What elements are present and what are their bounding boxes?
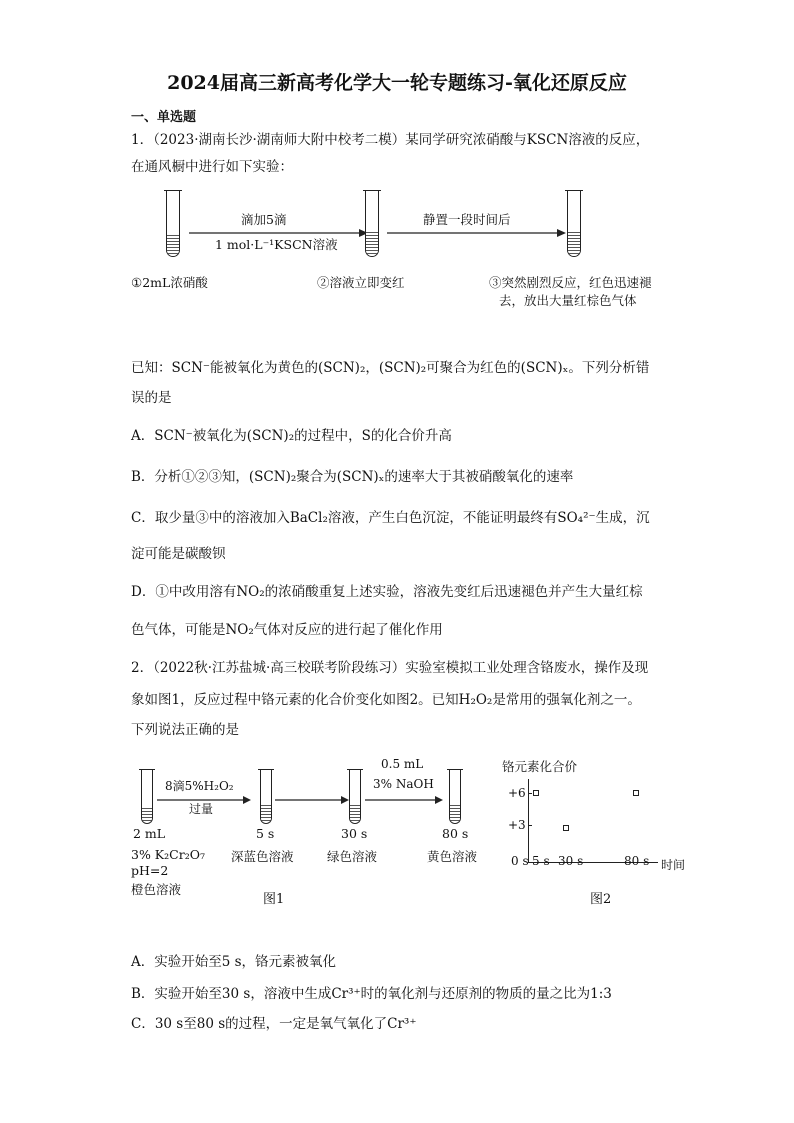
test-tube-a bbox=[141, 769, 153, 824]
chart-ytick-6: +6 bbox=[508, 786, 526, 800]
q2-figure-1-label: 图1 bbox=[263, 892, 285, 907]
chart-point-1 bbox=[563, 825, 569, 831]
chart-points-layer bbox=[500, 755, 690, 905]
q2-stem-line3: 下列说法正确的是 bbox=[131, 722, 239, 738]
q2-figure-2-chart bbox=[500, 755, 690, 905]
chart-xtick-30: 30 s bbox=[558, 854, 584, 868]
q1-option-b: B．分析①②③知，(SCN)₂聚合为(SCN)ₓ的速率大于其被硝酸氧化的速率 bbox=[131, 469, 574, 485]
q1-option-d-line1: D．①中改用溶有NO₂的浓硝酸重复上述实验，溶液先变红后迅速褪色并产生大量红棕 bbox=[131, 584, 643, 600]
test-tube-3 bbox=[567, 190, 581, 257]
q2-option-c: C．30 s至80 s的过程，一定是氧气氧化了Cr³⁺ bbox=[131, 1016, 417, 1032]
q2-stem-line2: 象如图1，反应过程中铬元素的化合价变化如图2。已知H₂O₂是常用的强氧化剂之一。 bbox=[131, 692, 641, 708]
q2-figure-1 bbox=[131, 755, 491, 905]
q1-arrow1-top: 滴加5滴 bbox=[241, 212, 287, 227]
test-tube-1 bbox=[166, 190, 180, 257]
q2-caption-3: 绿色溶液 bbox=[327, 849, 378, 864]
q2-figure-2-label: 图2 bbox=[590, 892, 612, 907]
test-tube-d bbox=[449, 769, 461, 824]
q1-option-d-line2: 色气体，可能是NO₂气体对反应的进行起了催化作用 bbox=[131, 622, 443, 638]
test-tube-2 bbox=[365, 190, 379, 257]
arrow-2-icon bbox=[387, 227, 567, 239]
q2-tube-label-4: 80 s bbox=[442, 826, 469, 841]
q1-option-c-line2: 淀可能是碳酸钡 bbox=[131, 546, 226, 562]
q2-arrow-2-icon bbox=[275, 795, 350, 805]
q1-caption-1: ①2mL浓硝酸 bbox=[131, 275, 208, 290]
q2-caption-4: 黄色溶液 bbox=[427, 849, 478, 864]
q1-known-line1: 已知：SCN⁻能被氧化为黄色的(SCN)₂，(SCN)₂可聚合为红色的(SCN)ₓ。下列分析错 bbox=[131, 360, 650, 376]
q2-option-b: B．实验开始至30 s，溶液中生成Cr³⁺时的氧化剂与还原剂的物质的量之比为1:3 bbox=[131, 986, 612, 1002]
q2-option-a: A．实验开始至5 s，铬元素被氧化 bbox=[131, 954, 337, 970]
section-heading: 一、单选题 bbox=[131, 110, 197, 125]
q1-caption-3-line2: 去，放出大量红棕色气体 bbox=[499, 293, 637, 308]
q2-tube-label-3: 30 s bbox=[341, 826, 368, 841]
q2-stem-line1: 2．（2022秋·江苏盐城·高三校联考阶段练习）实验室模拟工业处理含铬废水，操作及现 bbox=[131, 660, 649, 676]
q2-caption-1-line1: 3% K₂Cr₂O₇ bbox=[131, 847, 205, 862]
chart-xtick-0: 0 s bbox=[511, 854, 529, 868]
q1-option-c-line1: C．取少量③中的溶液加入BaCl₂溶液，产生白色沉淀，不能证明最终有SO₄²⁻生成，沉 bbox=[131, 510, 650, 526]
q2-arrow1-bottom: 过量 bbox=[189, 802, 214, 816]
q1-arrow1-bottom: 1 mol·L⁻¹KSCN溶液 bbox=[215, 237, 338, 252]
q1-caption-2: ②溶液立即变红 bbox=[317, 275, 405, 290]
chart-xtick-5: 5 s bbox=[532, 854, 550, 868]
q1-stem-line1: 1．（2023·湖南长沙·湖南师大附中校考二模）某同学研究浓硝酸与KSCN溶液的反应， bbox=[131, 132, 650, 148]
q2-caption-1-line3: 橙色溶液 bbox=[131, 882, 182, 897]
chart-point-2 bbox=[633, 790, 639, 796]
chart-xlabel: 时间 bbox=[661, 858, 686, 872]
chart-ylabel: 铬元素化合价 bbox=[502, 759, 578, 774]
q2-arrow3-top2: 3% NaOH bbox=[373, 777, 434, 791]
q1-caption-3-line1: ③突然剧烈反应，红色迅速褪 bbox=[489, 275, 652, 290]
q1-stem-line2: 在通风橱中进行如下实验： bbox=[131, 159, 293, 175]
q2-tube-label-2: 5 s bbox=[256, 826, 275, 841]
test-tube-b bbox=[260, 769, 272, 824]
q2-arrow1-top: 8滴5%H₂O₂ bbox=[165, 779, 234, 793]
q2-tube-label-1: 2 mL bbox=[133, 826, 166, 841]
q1-option-a: A．SCN⁻被氧化为(SCN)₂的过程中，S的化合价升高 bbox=[131, 428, 452, 444]
q1-experiment-figure bbox=[131, 185, 691, 315]
q1-arrow2-top: 静置一段时间后 bbox=[423, 212, 511, 227]
q2-arrow3-top1: 0.5 mL bbox=[381, 757, 424, 771]
chart-point-0 bbox=[533, 790, 539, 796]
chart-ytick-3: +3 bbox=[508, 818, 526, 832]
page-title: 2024届高三新高考化学大一轮专题练习-氧化还原反应 bbox=[167, 72, 627, 94]
q2-caption-1-line2: pH=2 bbox=[131, 863, 169, 878]
q1-known-line2: 误的是 bbox=[131, 390, 172, 406]
test-tube-c bbox=[349, 769, 361, 824]
q2-arrow-3-icon bbox=[365, 795, 445, 805]
chart-xtick-80: 80 s bbox=[624, 854, 650, 868]
q2-caption-2: 深蓝色溶液 bbox=[231, 849, 294, 864]
